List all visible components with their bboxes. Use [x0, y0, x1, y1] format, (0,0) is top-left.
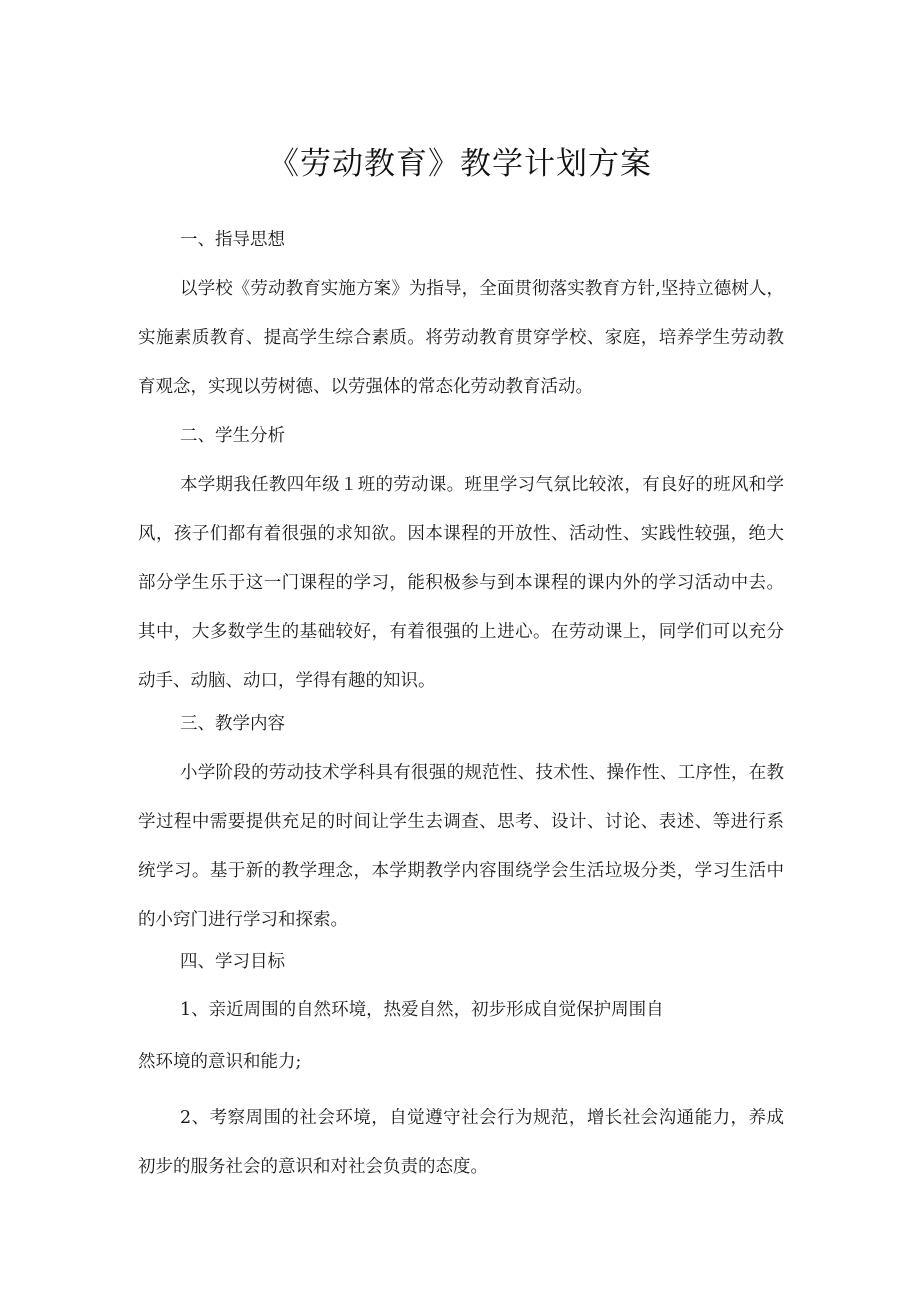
paragraph-guiding-ideology: 以学校《劳动教育实施方案》为指导，全面贯彻落实教育方针,坚持立德树人，实施素质教育、提高学生综合素质。将劳动教育贯穿学校、家庭，培养学生劳动教育观念，实现以劳树德、以劳强体的常态化劳动教育活动。	[138, 279, 784, 397]
goal-item-2: 2、考察周围的社会环境，自觉遵守社会行为规范，增长社会沟通能力，养成初步的服务社会的意识和对社会负责的态度。	[138, 1108, 784, 1177]
goal-item-1-line-1: 1、亲近周围的自然环境，热爱自然，初步形成自觉保护周围自	[180, 1000, 664, 1020]
section-heading-guiding-ideology: 一、指导思想	[180, 230, 285, 250]
section-heading-learning-goals: 四、学习目标	[180, 952, 285, 972]
section-heading-teaching-content: 三、教学内容	[180, 714, 285, 734]
goal-item-1-line-2: 然环境的意识和能力;	[138, 1052, 302, 1072]
paragraph-student-analysis: 本学期我任教四年级１班的劳动课。班里学习气氛比较浓，有良好的班风和学风，孩子们都有着很强的求知欲。因本课程的开放性、活动性、实践性较强，绝大部分学生乐于这一门课程的学习，能积极参与到本课程的课内外的学习活动中去。其中，大多数学生的基础较好，有着很强的上进心。在劳动课上，同学们可以充分动手、动脑、动口，学得有趣的知识。	[138, 475, 784, 691]
paragraph-teaching-content: 小学阶段的劳动技术学科具有很强的规范性、技术性、操作性、工序性，在教学过程中需要提供充足的时间让学生去调查、思考、设计、讨论、表述、等进行系统学习。基于新的教学理念，本学期教学内容围绕学会生活垃圾分类，学习生活中的小窍门进行学习和探索。	[138, 763, 784, 930]
document-title: 《劳动教育》教学计划方案	[268, 146, 652, 182]
section-heading-student-analysis: 二、学生分析	[180, 426, 285, 446]
